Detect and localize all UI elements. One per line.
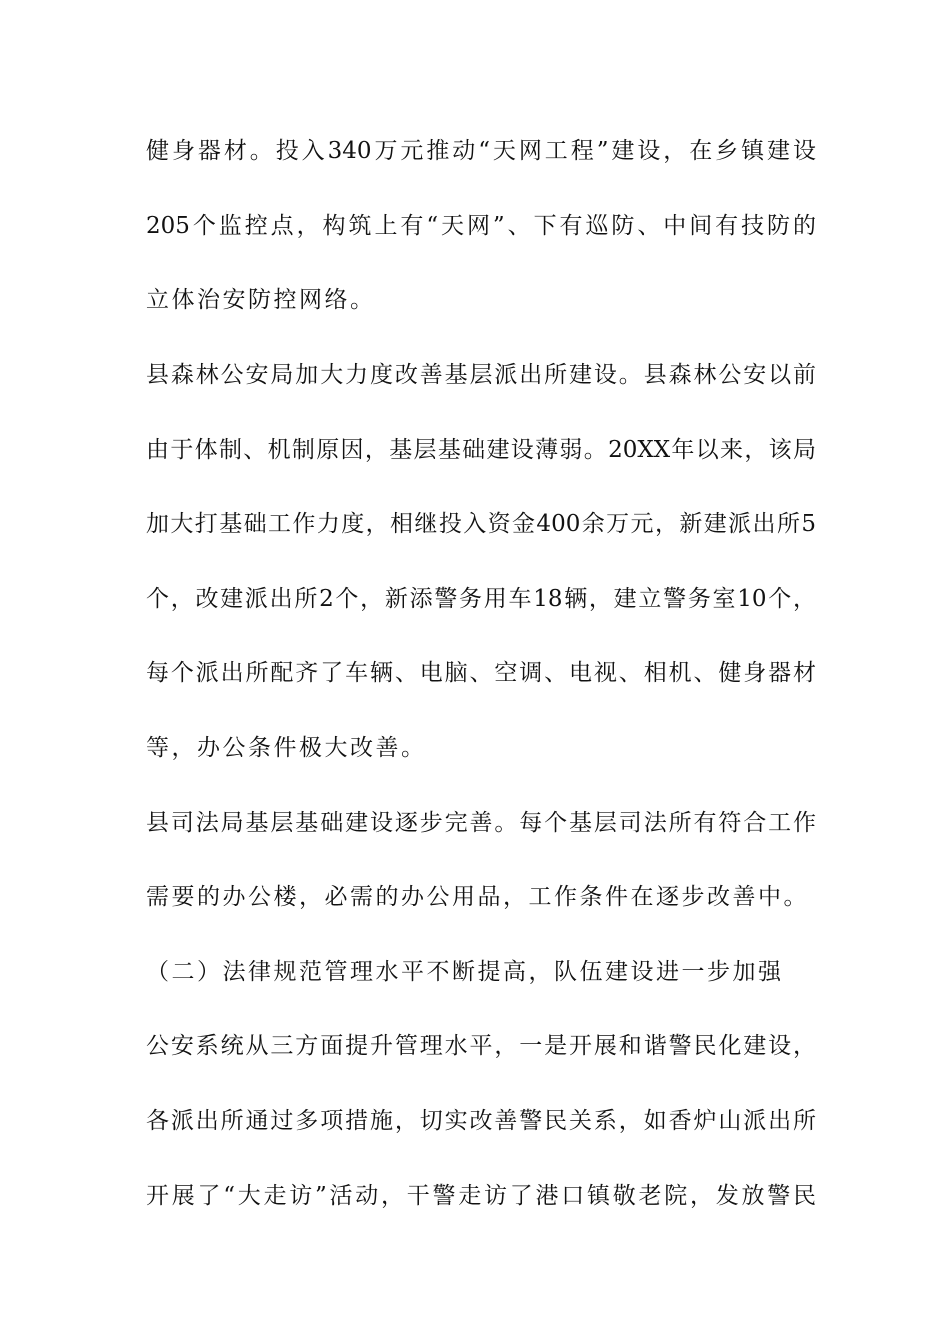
text-line: 县司法局基层基础建设逐步完善。每个基层司法所有符合工作 [146, 810, 816, 836]
text-line: 开展了“大走访”活动，干警走访了港口镇敬老院，发放警民 [146, 1183, 816, 1209]
text-line: 各派出所通过多项措施，切实改善警民关系，如香炉山派出所 [146, 1108, 816, 1134]
text-line: 县森林公安局加大力度改善基层派出所建设。县森林公安以前 [146, 362, 816, 388]
section-heading: （二）法律规范管理水平不断提高，队伍建设进一步加强 [146, 959, 784, 985]
text-line: 加大打基础工作力度，相继投入资金400余万元，新建派出所5 [146, 511, 816, 537]
text-line: 个，改建派出所2个，新添警务用车18辆，建立警务室10个， [146, 586, 816, 612]
text-line: 健身器材。投入340万元推动“天网工程”建设，在乡镇建设 [146, 138, 816, 164]
text-line: 205个监控点，构筑上有“天网”、下有巡防、中间有技防的 [146, 213, 816, 239]
text-line: 公安系统从三方面提升管理水平，一是开展和谐警民化建设， [146, 1033, 816, 1059]
text-line: 需要的办公楼，必需的办公用品，工作条件在逐步改善中。 [146, 884, 809, 910]
text-line: 每个派出所配齐了车辆、电脑、空调、电视、相机、健身器材 [146, 660, 816, 686]
text-line: 立体治安防控网络。 [146, 287, 376, 313]
text-line: 等，办公条件极大改善。 [146, 735, 427, 761]
text-line: 由于体制、机制原因，基层基础建设薄弱。20XX年以来，该局 [146, 437, 816, 463]
